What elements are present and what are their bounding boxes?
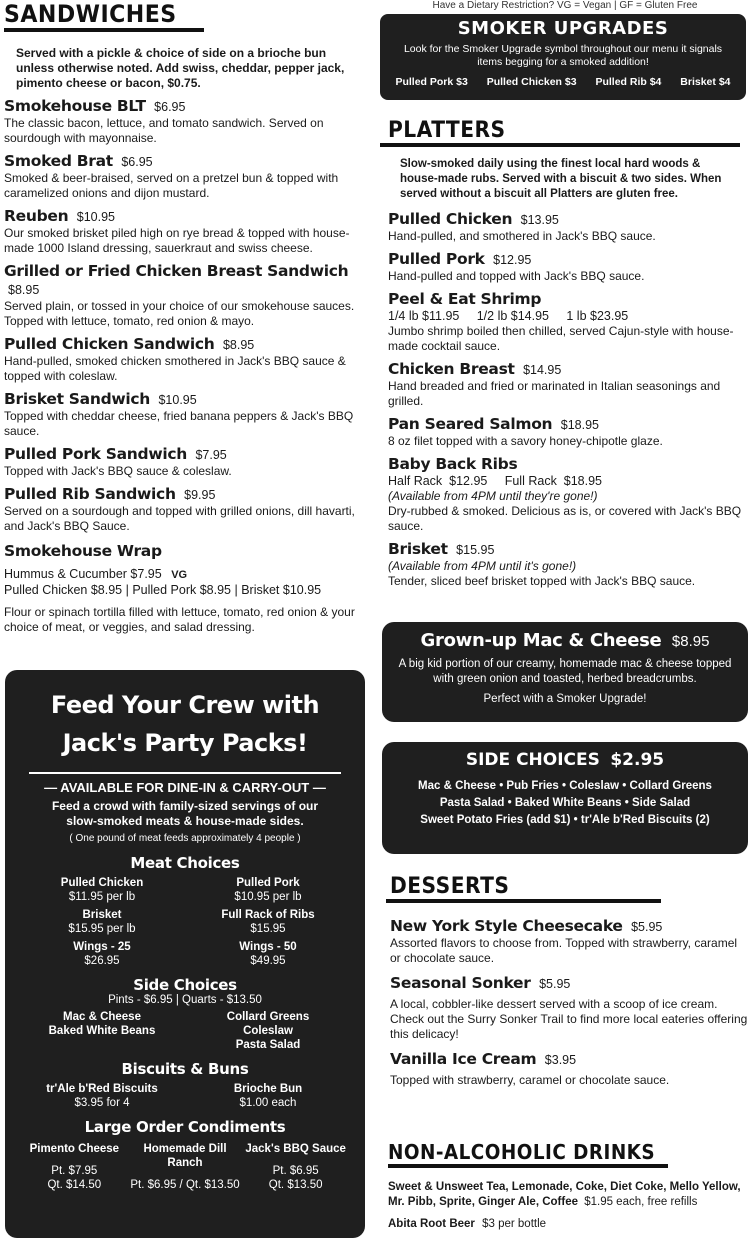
bb-price: $3.95 for 4 [74, 1097, 130, 1109]
meat-price: $10.95 per lb [234, 891, 302, 903]
item-name: Brisket [388, 540, 448, 558]
list-item [4, 485, 366, 534]
biscuits-buns-title: Biscuits & Buns [121, 1060, 249, 1078]
sandwiches-title: SANDWICHES [4, 0, 177, 28]
condiment-name: Jack's BBQ Sauce [245, 1143, 346, 1155]
side-choices-title: Side Choices [133, 976, 237, 994]
item-price: $15.95 [456, 543, 495, 557]
meat-price: $26.95 [84, 955, 120, 967]
bb-name: tr'Ale b'Red Biscuits [46, 1083, 158, 1095]
side-item: Coleslaw [243, 1025, 293, 1037]
wrap-hummus: Hummus & Cucumber $7.95 [4, 567, 162, 581]
item-desc: Dry-rubbed & smoked. Delicious as is, or covered with Jack's BBQ sauce. [388, 504, 742, 533]
title-underline [380, 143, 740, 147]
meat-item [19, 876, 185, 904]
smoker-items [386, 76, 740, 88]
item-name: Smokehouse Wrap [4, 542, 162, 560]
side-item: Baked White Beans [48, 1025, 156, 1037]
list-item [390, 1050, 748, 1088]
drinks-list [388, 1180, 748, 1210]
side-row: Pasta Salad • Baked White Beans • Side Salad [439, 797, 691, 809]
side-price: $2.95 [610, 750, 665, 770]
item-name: Pulled Pork [388, 250, 485, 268]
smoker-item: Pulled Pork $3 [395, 76, 468, 88]
side-choices-box [382, 742, 748, 854]
drinks-line: Sweet & Unsweet Tea, Lemonade, Coke, Diet Coke, Mello Yellow, Mr. Pibb, Sprite, Ginger Ale, Coffee [388, 1181, 741, 1208]
wrap-item [4, 542, 366, 635]
item-price: $5.95 [539, 977, 571, 991]
smoker-item: Brisket $4 [680, 76, 731, 88]
dietary-note: Have a Dietary Restriction? VG = Vegan | GF = Gluten Free [432, 0, 698, 11]
wrap-line-2: Pulled Chicken $8.95 | Pulled Pork $8.95 | Brisket $10.95 [4, 583, 322, 597]
list-item [4, 262, 366, 329]
abita-price: $3 per bottle [482, 1218, 547, 1230]
mac-desc: A big kid portion of our creamy, homemade mac & cheese topped with green onion and toasted, herbed breadcrumbs. [398, 658, 732, 685]
item-price: $3.95 [544, 1053, 577, 1067]
meat-price: $15.95 [250, 923, 286, 935]
item-desc: Hand-pulled and topped with Jack's BBQ sauce. [388, 269, 645, 283]
list-item [4, 390, 366, 439]
item-price: $8.95 [222, 338, 255, 352]
item-price: $12.95 [493, 253, 532, 267]
list-item [4, 335, 366, 384]
sandwiches-section [4, 0, 366, 635]
item-name: Baby Back Ribs [388, 455, 518, 473]
list-item [388, 210, 746, 244]
party-intro: Feed a crowd with family-sized servings of our slow-smoked meats & house-made sides. [51, 799, 319, 828]
item-price: $7.95 [195, 448, 227, 462]
item-desc: Hand-pulled, smoked chicken smothered in Jack's BBQ sauce & topped with coleslaw. [4, 354, 346, 383]
item-desc: The classic bacon, lettuce, and tomato sandwich. Served on sourdough with mayonnaise. [4, 116, 324, 145]
meat-name: Pulled Chicken [60, 877, 144, 889]
item-name: New York Style Cheesecake [390, 917, 623, 935]
party-pack-title [19, 686, 351, 762]
item-name: Smoked Brat [4, 152, 113, 170]
item-desc: Hand-pulled, and smothered in Jack's BBQ sauce. [388, 229, 656, 243]
side-row: Mac & Cheese • Pub Fries • Coleslaw • Collard Greens [418, 780, 712, 792]
list-item [388, 415, 746, 449]
item-desc: Served plain, or tossed in your choice of our smokehouse sauces. Topped with lettuce, tomato, red onion & mayo. [4, 299, 355, 328]
availability-note: (Available from 4PM until they're gone!) [388, 489, 598, 503]
party-pack-box [5, 670, 365, 1238]
title-underline [386, 899, 661, 903]
side-prices: Pints - $6.95 | Quarts - $13.50 [108, 994, 262, 1006]
meat-item [19, 940, 185, 968]
smoker-desc: Look for the Smoker Upgrade symbol throughout our menu it signals items begging for a smoked addition! [403, 43, 723, 68]
item-name: Vanilla Ice Cream [390, 1050, 537, 1068]
meat-price: $15.95 per lb [68, 923, 136, 935]
mac-title: Grown-up Mac & Cheese [420, 630, 662, 651]
condiment-name: Homemade Dill Ranch [143, 1143, 227, 1169]
condiment-price: Pt. $7.95 [51, 1165, 98, 1177]
meat-item [185, 908, 351, 936]
list-item [4, 152, 366, 201]
condiment-item [130, 1142, 241, 1192]
item-name: Reuben [4, 207, 69, 225]
meat-name: Full Rack of Ribs [221, 909, 315, 921]
condiments-grid [19, 1142, 351, 1192]
ribs-prices: Half Rack $12.95 Full Rack $18.95 [388, 474, 602, 488]
drinks-price: $1.95 each, free refills [584, 1196, 698, 1208]
desserts-title: DESSERTS [390, 874, 510, 899]
platters-section [388, 118, 746, 589]
drinks-section [388, 1140, 748, 1230]
side-title: SIDE CHOICES [465, 750, 600, 770]
meat-choices-grid [19, 876, 351, 968]
item-name: Brisket Sandwich [4, 390, 151, 408]
wrap-line-1 [4, 567, 366, 583]
meat-price: $11.95 per lb [68, 891, 136, 903]
list-item [388, 455, 746, 534]
item-price: $6.95 [121, 155, 153, 169]
item-desc: Topped with cheddar cheese, fried banana peppers & Jack's BBQ sauce. [4, 409, 354, 438]
meat-item [19, 908, 185, 936]
item-name: Pulled Pork Sandwich [4, 445, 187, 463]
item-name: Smokehouse BLT [4, 97, 146, 115]
meat-choices-title: Meat Choices [130, 854, 240, 872]
availability-note: (Available from 4PM until it's gone!) [388, 559, 577, 573]
item-price: $9.95 [184, 488, 216, 502]
mac-perfect: Perfect with a Smoker Upgrade! [483, 693, 647, 705]
item-price: $13.95 [520, 213, 559, 227]
desserts-section [390, 874, 748, 1088]
item-name: Pulled Chicken Sandwich [4, 335, 215, 353]
mac-cheese-box [382, 622, 748, 722]
item-name: Pulled Chicken [388, 210, 513, 228]
side-row: Sweet Potato Fries (add $1) • tr'Ale b'Red Biscuits (2) [420, 814, 710, 826]
item-desc: A local, cobbler-like dessert served with a scoop of ice cream. Check out the Surry Sonker Trail to find more local eateries offering this delicacy! [390, 997, 748, 1041]
meat-name: Brisket [82, 909, 122, 921]
shrimp-prices: 1/4 lb $11.95 1/2 lb $14.95 1 lb $23.95 [388, 309, 629, 323]
list-item [388, 540, 746, 589]
platters-intro: Slow-smoked daily using the finest local hard woods & house-made rubs. Served with a biscuit & two sides. When served without a biscuit all Platters are gluten free. [400, 158, 722, 200]
smoker-title: SMOKER UPGRADES [457, 18, 669, 39]
meat-item [185, 876, 351, 904]
item-desc: 8 oz filet topped with a savory honey-chipotle glaze. [388, 434, 663, 448]
condiment-price: Qt. $14.50 [47, 1179, 102, 1191]
item-desc: Jumbo shrimp boiled then chilled, served Cajun-style with house-made cocktail sauce. [388, 324, 734, 353]
item-price: $8.95 [8, 283, 40, 297]
item-desc: Assorted flavors to choose from. Topped with strawberry, caramel or chocolate sauce. [390, 936, 738, 965]
title-underline [388, 1164, 668, 1168]
item-name: Seasonal Sonker [390, 974, 531, 992]
condiment-price: Pt. $6.95 [272, 1165, 319, 1177]
list-item [388, 360, 746, 409]
item-name: Pulled Rib Sandwich [4, 485, 176, 503]
item-desc: Topped with Jack's BBQ sauce & coleslaw. [4, 464, 232, 478]
item-price: $10.95 [76, 210, 116, 224]
biscuits-grid [19, 1082, 351, 1110]
condiment-item [240, 1142, 351, 1192]
item-desc: Flour or spinach tortilla filled with lettuce, tomato, red onion & your choice of meat, or veggies, and salad dressing. [4, 605, 355, 634]
condiment-name: Pimento Cheese [29, 1143, 120, 1155]
side-header [392, 750, 738, 770]
item-price: $18.95 [560, 418, 599, 432]
item-price: $6.95 [154, 100, 186, 114]
item-name: Peel & Eat Shrimp [388, 290, 542, 308]
platters-title: PLATTERS [388, 118, 506, 143]
meat-item [185, 940, 351, 968]
item-desc: Served on a sourdough and topped with grilled onions, dill havarti, and Jack's BBQ Sauce. [4, 504, 355, 533]
item-price: $10.95 [158, 393, 197, 407]
item-price: $14.95 [523, 363, 562, 377]
item-name: Chicken Breast [388, 360, 515, 378]
side-item: Pasta Salad [235, 1039, 301, 1051]
item-price: $5.95 [631, 920, 663, 934]
sandwich-list [4, 97, 366, 635]
list-item [4, 445, 366, 479]
condiment-price: Qt. $13.50 [268, 1179, 323, 1191]
list-item [4, 207, 366, 256]
side-item: Collard Greens [226, 1011, 310, 1023]
smoker-item: Pulled Chicken $3 [486, 76, 577, 88]
side-choices-grid [19, 1010, 351, 1052]
sides-left [19, 1010, 185, 1052]
mac-header [392, 630, 738, 651]
condiment-price: Pt. $6.95 / Qt. $13.50 [130, 1179, 240, 1191]
drinks-title: NON-ALCOHOLIC DRINKS [388, 1140, 656, 1164]
list-item [390, 917, 748, 966]
smoker-item: Pulled Rib $4 [595, 76, 662, 88]
bb-price: $1.00 each [239, 1097, 297, 1109]
item-desc: Topped with strawberry, caramel or chocolate sauce. [390, 1073, 670, 1087]
sides-right [185, 1010, 351, 1052]
abita-line [388, 1218, 748, 1230]
bb-name: Brioche Bun [233, 1083, 303, 1095]
title-underline [4, 28, 204, 32]
smoker-upgrades-box [380, 14, 746, 100]
item-desc: Our smoked brisket piled high on rye bread & topped with house-made 1000 Island dressing, sauerkraut and swiss cheese. [4, 226, 350, 255]
meat-name: Wings - 50 [239, 941, 297, 953]
side-item: Mac & Cheese [63, 1011, 141, 1023]
list-item [388, 290, 746, 354]
item-name: Grilled or Fried Chicken Breast Sandwich [4, 262, 349, 280]
party-note: ( One pound of meat feeds approximately 4 people ) [69, 833, 301, 844]
condiment-item [19, 1142, 130, 1192]
list-item [4, 97, 366, 146]
abita-name: Abita Root Beer [388, 1218, 475, 1230]
item-desc: Smoked & beer-braised, served on a pretzel bun & topped with caramelized onions and dijon mustard. [4, 171, 339, 200]
sandwiches-intro: Served with a pickle & choice of side on a brioche bun unless otherwise noted. Add swiss, cheddar, pepper jack, pimento cheese or bacon, $0.75. [16, 46, 345, 90]
list-item [390, 974, 748, 1042]
party-title-line-1: Feed Your Crew with [50, 691, 320, 719]
list-item [388, 250, 746, 284]
meat-name: Pulled Pork [236, 877, 300, 889]
bb-item [185, 1082, 351, 1110]
item-desc: Hand breaded and fried or marinated in Italian seasonings and grilled. [388, 379, 721, 408]
left-column [4, 0, 366, 635]
condiments-title: Large Order Condiments [84, 1118, 286, 1136]
party-title-line-2: Jack's Party Packs! [62, 729, 308, 757]
meat-name: Wings - 25 [73, 941, 131, 953]
vegan-badge: VG [171, 569, 188, 581]
mac-price: $8.95 [671, 633, 710, 650]
bb-item [19, 1082, 185, 1110]
item-name: Pan Seared Salmon [388, 415, 553, 433]
availability-text: — AVAILABLE FOR DINE-IN & CARRY-OUT — [44, 780, 326, 795]
meat-price: $49.95 [250, 955, 286, 967]
item-desc: Tender, sliced beef brisket topped with Jack's BBQ sauce. [388, 574, 696, 588]
